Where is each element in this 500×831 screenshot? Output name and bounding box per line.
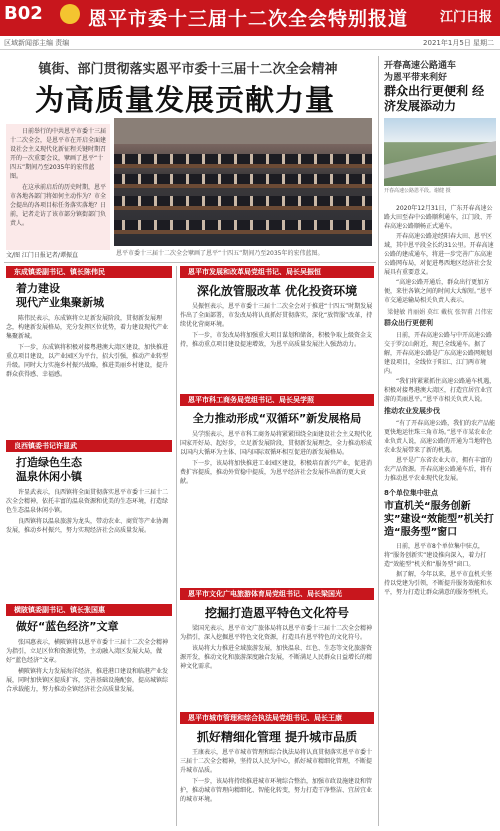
photo-row — [114, 196, 372, 206]
page-title: 恩平市委十三届十二次全会特别报道 — [88, 8, 409, 30]
paragraph: 许显武表示，良西镇将全面贯彻落实恩平市委十三届十二次全会精神，依托丰富的温泉资源和优美的生态环境，打造绿色生态温泉休闲小镇。 — [6, 489, 169, 514]
section-title: 温泉休闲小镇 — [16, 470, 82, 483]
section-body — [180, 748, 374, 826]
photo-caption: 恩平市委十三届十二次全会擘画了恩平“十四五”期间乃至2035年的宏伟蓝图。 — [116, 250, 324, 257]
photo-stage — [114, 118, 372, 144]
right-kicker — [384, 60, 496, 84]
bottom-headline: 市直机关“服务创新实”建设“效能型”机关打造“服务型”窗口 — [384, 501, 494, 538]
paragraph: 下一步，该局将持续推进城市环境综合整治，加强市政设施建设和管护，推动城市管理向精细化、智能化转变，努力打造干净整洁、宜居宜业的城市环境。 — [180, 778, 373, 803]
photo-table — [114, 164, 372, 168]
photo-table — [114, 184, 372, 188]
right-subhead: 推动农业发展步伐 — [384, 407, 440, 415]
bottom-kicker: 8个单位集中驻点 — [384, 489, 438, 497]
paragraph: 吴学照表示，恩平市科工商务局将紧紧围绕全面建设社会主义现代化国家开好局、起好步，立足新发展阶段，贯彻新发展理念，全力推动形成以国内大循环为主体、国内国际双循环相互促进的新发展格局。 — [180, 431, 373, 456]
photo-row — [114, 154, 372, 164]
editor-credits: 区域新闻部主编 责编 — [4, 39, 70, 47]
section-body — [180, 624, 374, 704]
main-headline: 为高质量发展贡献力量 — [34, 83, 335, 117]
paragraph: 梁国光表示，恩平市文广旅体局将以恩平市委十三届十二次全会精神为指引，深入挖掘恩平特色文化资源，打造具有恩平特色的文化符号。 — [180, 625, 373, 641]
sub-header — [0, 36, 500, 50]
issue-date: 2021年1月5日 星期二 — [423, 39, 494, 47]
right-byline: 梁健敏 肖丽娟 莫红 戴杭 张智甫 吕伟宏 — [387, 309, 493, 316]
main-kicker: 镇街、部门贯彻落实恩平市委十三届十二次全会精神 — [38, 62, 338, 77]
section-bar: 良西镇委书记许显武 — [6, 440, 172, 452]
paragraph: “高速公路开通后，群众出行更加方便，来往各镇之间的时间大大缩短。”恩平市交通运输局相关负责人表示。 — [384, 279, 493, 304]
paragraph: 横陂镇将大力发展海洋经济，推进港口建设和临港产业发展，同时加快镇区提质扩容，完善基础设施配套，提高城镇综合承载能力，努力推动全镇经济社会高质量发展。 — [6, 668, 169, 693]
paragraph: 该局将大力推进全域旅游发展，加快温泉、红色、生态等文化旅游资源开发，推动文化和旅游深度融合发展，不断满足人民群众日益增长的精神文化需求。 — [180, 645, 373, 670]
highway-photo — [384, 118, 496, 186]
section-title: 现代产业集聚新城 — [16, 296, 104, 309]
lead-paragraph: 在这承前启后的历史时期，恩平市各地各部门将如何主动作为？市全会提出的各项目标任务落实落地？日前，记者走访了该市部分镇街部门负责人。 — [10, 184, 107, 227]
section-bar: 东成镇委副书记、镇长陈伟民 — [6, 266, 172, 278]
right-headline: 群众出行更便利 经济发展添动力 — [384, 84, 485, 113]
section-title: 做好“蓝色经济”文章 — [16, 620, 119, 633]
lead-paragraph: 日前举行的中共恩平市委十三届十二次全会，是恩平市在开启全面建设社会主义现代化新征程关键时期召开的一次重要会议，擘画了恩平“十四五”期间乃至2035年的宏伟蓝图。 — [10, 128, 107, 180]
column-divider — [176, 266, 177, 826]
right-kicker-line: 为恩平带来利好 — [384, 73, 448, 83]
paragraph: “我们将紧紧抓住高速公路通车机遇，积极对接粤港澳大湾区，打造宜居宜业宜游的美丽恩平。”恩平市相关负责人说。 — [384, 378, 496, 403]
section-title: 打造绿色生态 — [16, 456, 82, 469]
main-byline: 文/图 江门日报记者/谭振直 — [6, 252, 78, 259]
column-divider — [378, 56, 379, 826]
section-body — [180, 302, 374, 390]
paragraph: 张国惠表示，横陂镇将以恩平市委十三届十二次全会精神为指引，立足区位和资源优势，主动融入湾区发展大局，做好“蓝色经济”文章。 — [6, 639, 169, 664]
right-subhead: 群众出行更便利 — [384, 319, 433, 327]
section-title: 着力建设 — [16, 282, 60, 295]
right-kicker-line: 开春高速公路通车 — [384, 61, 457, 71]
right-body — [384, 204, 496, 830]
section-body — [180, 430, 374, 570]
section-bar: 横陂镇委副书记、镇长张国惠 — [6, 604, 172, 616]
lead-box — [6, 124, 110, 250]
paragraph: 下一步，东成镇将积极对接粤港澳大湾区建设，加快推进重点项目建设，以产业园区为平台，招大引强，推动产业转型升级。同时大力实施乡村振兴战略，推进美丽乡村建设，提升群众获得感、幸福感。 — [6, 344, 169, 378]
photo-road — [384, 139, 496, 179]
photo-table — [114, 230, 372, 234]
page-header — [0, 0, 500, 36]
section-bar: 恩平市科工商务局党组书记、局长吴学照 — [180, 394, 374, 406]
section-bar: 恩平市城市管理和综合执法局党组书记、局长王康 — [180, 712, 374, 724]
section-title: 抓好精细化管理 提升城市品质 — [196, 730, 358, 744]
paragraph: 日前，恩平市8个单位集中驻点，将“服务创新实”建设推向深入，着力打造“效能型”机关和“服务型”窗口。 — [384, 543, 487, 568]
section-body — [6, 638, 172, 826]
party-emblem-icon — [60, 4, 80, 24]
section-body — [6, 314, 172, 436]
paragraph: 陈伟民表示，东成镇将立足新发展阶段，贯彻新发展理念，构建新发展格局，充分发挥区位优势，着力建设现代产业集聚新城。 — [6, 315, 169, 340]
newspaper-logo: 江门日报 — [439, 10, 492, 25]
section-title: 深化放管服改革 优化投资环境 — [196, 284, 358, 298]
paragraph: 据了解，今年以来，恩平市直机关坚持以党建为引领，不断提升服务效能和水平，努力打造让群众满意的服务型机关。 — [384, 571, 493, 596]
section-body — [6, 488, 172, 600]
photo-table — [114, 206, 372, 210]
paragraph: 良西镇将以温泉旅游为龙头，带动农业、商贸等产业协调发展，推动乡村振兴，努力实现经济社会高质量发展。 — [6, 518, 169, 534]
paragraph: 吴振恒表示，恩平市委十三届十二次全会对于推进“十四五”时期发展作出了全面部署，市发改局将认真抓好贯彻落实，深化“放管服”改革，持续优化营商环境。 — [180, 303, 373, 328]
paragraph: 恩平是广东省农业大市，拥有丰富的农产品资源。开春高速公路通车后，将有力推动恩平农业现代化发展。 — [384, 457, 493, 482]
meeting-photo — [114, 118, 372, 246]
paragraph: 2020年12月31日，广东开春高速公路大田至春中公路顺利通车，江门段、开春高速公路顺畅正式通车。 — [384, 205, 493, 230]
section-bar: 恩平市文化广电旅游体育局党组书记、局长梁国光 — [180, 588, 374, 600]
section-bar: 恩平市发展和改革局党组书记、局长吴振恒 — [180, 266, 374, 278]
paragraph: “有了开春高速公路，我们的农产品能更快地运往珠三角市场。”恩平市某农业企业负责人说，高速公路的开通为当地特色农业发展带来了新的机遇。 — [384, 420, 496, 454]
highway-photo-caption: 开春高速公路恩平段。谢健 摄 — [384, 188, 451, 194]
section-title: 全力推动形成“双循环”新发展格局 — [192, 412, 362, 425]
section-divider — [4, 262, 376, 263]
page-number: B02 — [4, 3, 43, 24]
paragraph: 开春高速公路途经阳春大田、恩平区域，其中恩平段全长约31公里。开春高速公路的建成通车，将进一步完善广东高速公路网布局，对促进粤西地区经济社会发展具有重要意义。 — [384, 233, 494, 276]
photo-row — [114, 220, 372, 230]
paragraph: 王康表示，恩平市城市管理和综合执法局将认真贯彻落实恩平市委十三届十二次全会精神，坚持以人民为中心，抓好城市精细化管理，不断提升城市品质。 — [180, 749, 373, 774]
section-title: 挖掘打造恩平特色文化符号 — [204, 606, 349, 620]
paragraph: 日前，开春高速公路与中开高速公路交于罗汉山附近，现已全线通车。据了解，开春高速公路是广东高速公路网规划建设项目，全线位于阳江、江门两市境内。 — [384, 332, 493, 375]
photo-row — [114, 174, 372, 184]
paragraph: 下一步，该局将加快推进工业园区建设，积极培育新兴产业，促进消费扩容提质，推动外贸稳中提质，为恩平经济社会发展作出新的更大贡献。 — [180, 460, 373, 485]
paragraph: 下一步，市发改局将加强重大项目谋划和储备，积极争取上级资金支持，推动重点项目建设提速增效，为恩平高质量发展注入强劲动力。 — [180, 332, 373, 348]
